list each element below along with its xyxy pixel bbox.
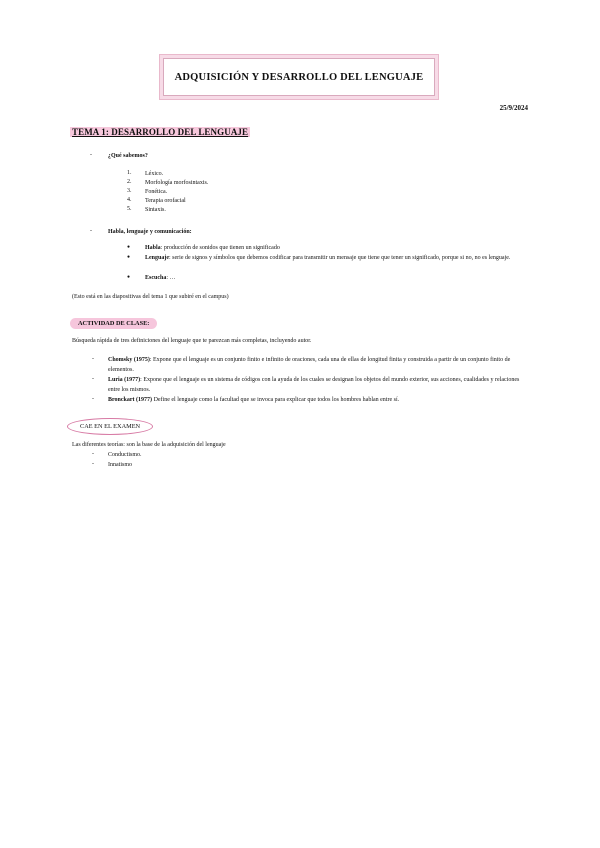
title-box [163, 58, 435, 96]
examen-label: CAE EN EL EXAMEN [67, 418, 153, 435]
bullet-text: : producción de sonidos que tienen un significado [160, 245, 280, 251]
list-item: Morfología morfosintaxis. [145, 180, 209, 186]
bullet-text: : … [166, 275, 176, 281]
definition-text: : Expone que el lenguaje es un conjunto finito e infinito de oraciones, cada una de ellas de longitud finita y construida a partir de un conjunto finito de elementos. [108, 357, 511, 373]
document-title: ADQUISICIÓN Y DESARROLLO DEL LENGUAJE [174, 71, 424, 83]
list-number: 5. [127, 206, 132, 212]
list-dash: - [92, 376, 94, 382]
list-item: Fonética. [145, 189, 168, 195]
section-heading: Habla, lenguaje y comunicación: [108, 229, 192, 235]
list-item: Innatismo [108, 462, 132, 468]
note: (Esto está en las diapositivas del tema 1 que subiré en el campus) [72, 294, 229, 300]
bullet-item [145, 274, 176, 284]
list-item: Sintaxis. [145, 207, 166, 213]
definition-author: Chomsky (1975) [108, 357, 150, 363]
bullet-item [145, 254, 530, 264]
bullet-item [145, 244, 530, 254]
list-number: 2. [127, 179, 132, 185]
bullet-term: Escucha [145, 275, 167, 281]
list-dash: - [92, 356, 94, 362]
list-item: Léxico. [145, 171, 164, 177]
bullet-icon: ● [127, 255, 131, 260]
date: 25/9/2024 [499, 104, 528, 112]
definition-text: : Expone que el lenguaje es un sistema de códigos con la ayuda de los cuales se designan los objetos del mundo exterior, sus acciones, cualidades y relaciones entre los mismos. [108, 377, 520, 393]
actividad-label: ACTIVIDAD DE CLASE: [70, 318, 157, 329]
bullet-term: Lenguaje [145, 255, 169, 261]
tema-heading: TEMA 1: DESARROLLO DEL LENGUAJE [72, 127, 249, 137]
definition-item [108, 376, 528, 395]
definition-author: Bronckart (1977) [108, 397, 153, 403]
bullet-text: : serie de signos y símbolos que debemos codificar para transmitir un mensaje que tiene que tener un significado, porque si no, no es lenguaje. [169, 255, 511, 261]
bullet-icon: ● [127, 245, 131, 250]
list-dash: - [92, 451, 94, 457]
definition-item [108, 356, 528, 375]
list-dash: - [92, 396, 94, 402]
examen-intro: Las diferentes teorías: son la base de la adquisición del lenguaje [72, 442, 226, 448]
list-dash: - [90, 228, 92, 234]
list-number: 3. [127, 188, 132, 194]
list-item: Terapia orofacial [145, 198, 186, 204]
section-question: ¿Qué sabemos? [108, 153, 148, 159]
list-number: 1. [127, 170, 132, 176]
definition-item [108, 396, 528, 406]
bullet-icon: ● [127, 275, 131, 280]
list-dash: - [90, 152, 92, 158]
list-dash: - [92, 461, 94, 467]
definition-text: Define el lenguaje como la facultad que se invoca para explicar que todos los hombres hablan entre sí. [152, 397, 400, 403]
definition-author: Luria (1977) [108, 377, 141, 383]
list-item: Conductismo. [108, 452, 142, 458]
actividad-intro: Búsqueda rápida de tres definiciones del lenguaje que te parezcan más completas, incluyendo autor. [72, 338, 312, 344]
list-number: 4. [127, 197, 132, 203]
bullet-term: Habla [145, 245, 161, 251]
